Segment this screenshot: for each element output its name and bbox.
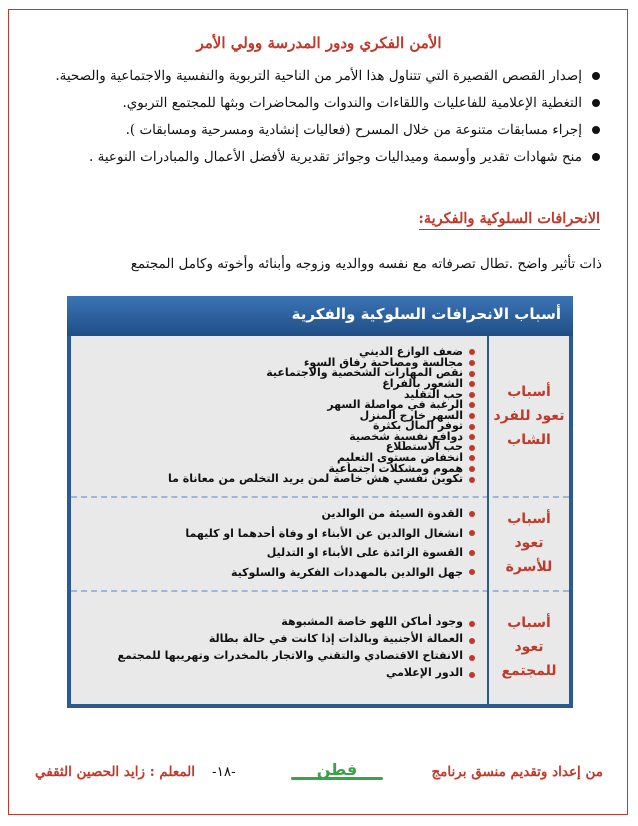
bullet-dot-icon [469,349,475,355]
bullet-dot-icon [469,621,475,627]
bullet-dot-icon [469,392,475,398]
bullet-text: إجراء مسابقات متنوعة من خلال المسرح (فعاليات إنشادية ومسرحية ومسابقات ). [125,122,582,138]
group-items [79,336,477,496]
bullet-text: التغطية الإعلامية للفاعليات واللقاءات والندوات والمحاضرات وبثها للمجتمع التربوي. [122,95,582,111]
cause-text: نقص المهارات الشخصية والاجتماعية [266,366,463,380]
cause-text: مجالسة ومصاحبة رفاق السوء [303,355,463,369]
bullet-dot-icon [469,455,475,461]
cause-item [79,524,477,544]
group-items [79,590,477,704]
cause-item [79,647,477,664]
cause-text: الشعور بالفراغ [382,376,463,390]
bullet-item [40,63,600,90]
intro-paragraph: ذات تأثير واضح .تطال تصرفاته مع نفسه ووالديه وزوجه وأبنائه وأخوته وكامل المجتمع [130,256,602,272]
cause-text: القسوة الزائدة على الأبناء او التدليل [266,546,463,559]
group-society [71,590,569,704]
bullet-dot-icon [469,402,475,408]
bullet-item [40,117,600,144]
cause-text: ضعف الوازع الديني [358,345,463,359]
cause-text: حب الاستطلاع [385,440,463,454]
bullet-dot-icon [469,530,475,536]
cause-text: دوافع نفسية شخصية [349,429,463,443]
cause-text: وجود أماكن اللهو خاصة المشبوهة [281,615,463,628]
bullet-dot-icon [469,434,475,440]
bullet-dot-icon [469,413,475,419]
cause-text: حب التقليد [403,387,463,401]
cause-text: انخفاض مستوى التعليم [336,451,463,465]
cause-text: السهر خارج المنزل [359,408,463,422]
causes-figure [67,296,573,708]
footer-teacher-credit: المعلم : زايد الحصين الثقفي [35,764,196,780]
bullet-dot-icon [469,424,475,430]
program-logo [287,760,387,786]
cause-text: هموم ومشكلات اجتماعية [328,461,463,475]
bullet-dot-icon [592,72,600,80]
group-family [71,496,569,592]
bullet-item [40,144,600,171]
cause-item [79,563,477,583]
page-title: الأمن الفكري ودور المدرسة وولي الأمر [196,34,442,52]
cause-text: القدوة السيئة من الوالدين [321,507,463,520]
bullet-dot-icon [469,511,475,517]
cause-item [79,630,477,647]
bullet-dot-icon [469,360,475,366]
bullet-dot-icon [592,153,600,161]
bullet-dot-icon [469,569,475,575]
bullet-dot-icon [469,477,475,483]
group-label: أسباب تعود للأسرة [487,496,569,590]
group-individual [71,336,569,498]
bullet-text: إصدار القصص القصيرة التي تتناول هذا الأمر من الناحية التربوية والنفسية والاجتماعية والصحية. [55,68,582,84]
page-number: -١٨- [212,764,236,780]
cause-item [79,664,477,681]
group-label: أسباب تعود للفرد الشاب [487,336,569,496]
bullet-dot-icon [469,638,475,644]
page-footer [0,760,638,788]
bullet-dot-icon [469,381,475,387]
cause-text: الدور الإعلامي [385,666,463,679]
figure-header: أسباب الانحرافات السلوكية والفكرية [67,296,573,336]
cause-item [79,613,477,630]
footer-program-credit: من إعداد وتقديم منسق برنامج [431,764,603,780]
cause-text: جهل الوالدين بالمهددات الفكرية والسلوكية [231,565,463,579]
cause-item [79,504,477,524]
bullet-dot-icon [592,126,600,134]
figure-body [71,336,569,704]
cause-text: تكوين نفسي هش خاصة لمن يريد التخلص من معاناة ما [167,472,463,486]
bullet-dot-icon [469,550,475,556]
cause-text: الانفتاح الاقتصادي والتقني والاتجار بالمخدرات وتهريبها للمجتمع [117,649,463,662]
cause-item [79,474,477,485]
group-label: أسباب تعود للمجتمع [487,590,569,704]
group-items [79,496,477,590]
bullet-list [40,63,600,171]
bullet-dot-icon [469,371,475,377]
cause-text: الرغبة في مواصلة السهر [327,398,463,412]
bullet-dot-icon [469,655,475,661]
logo-wordmark: فطن [316,760,358,779]
bullet-dot-icon [469,672,475,678]
bullet-dot-icon [592,99,600,107]
bullet-text: منح شهادات تقدير وأوسمة وميداليات وجوائز تقديرية لأفضل الأعمال والمبادرات النوعية . [89,149,582,165]
cause-text: انشغال الوالدين عن الأبناء او وفاة أحدهما او كليهما [185,526,463,540]
bullet-item [40,90,600,117]
cause-text: توفر المال بكثرة [372,419,463,433]
cause-item [79,543,477,563]
section-heading: الانحرافات السلوكية والفكرية: [419,210,601,230]
bullet-dot-icon [469,466,475,472]
bullet-dot-icon [469,445,475,451]
cause-text: العمالة الأجنبية وبالذات إذا كانت في حالة بطالة [208,632,463,645]
